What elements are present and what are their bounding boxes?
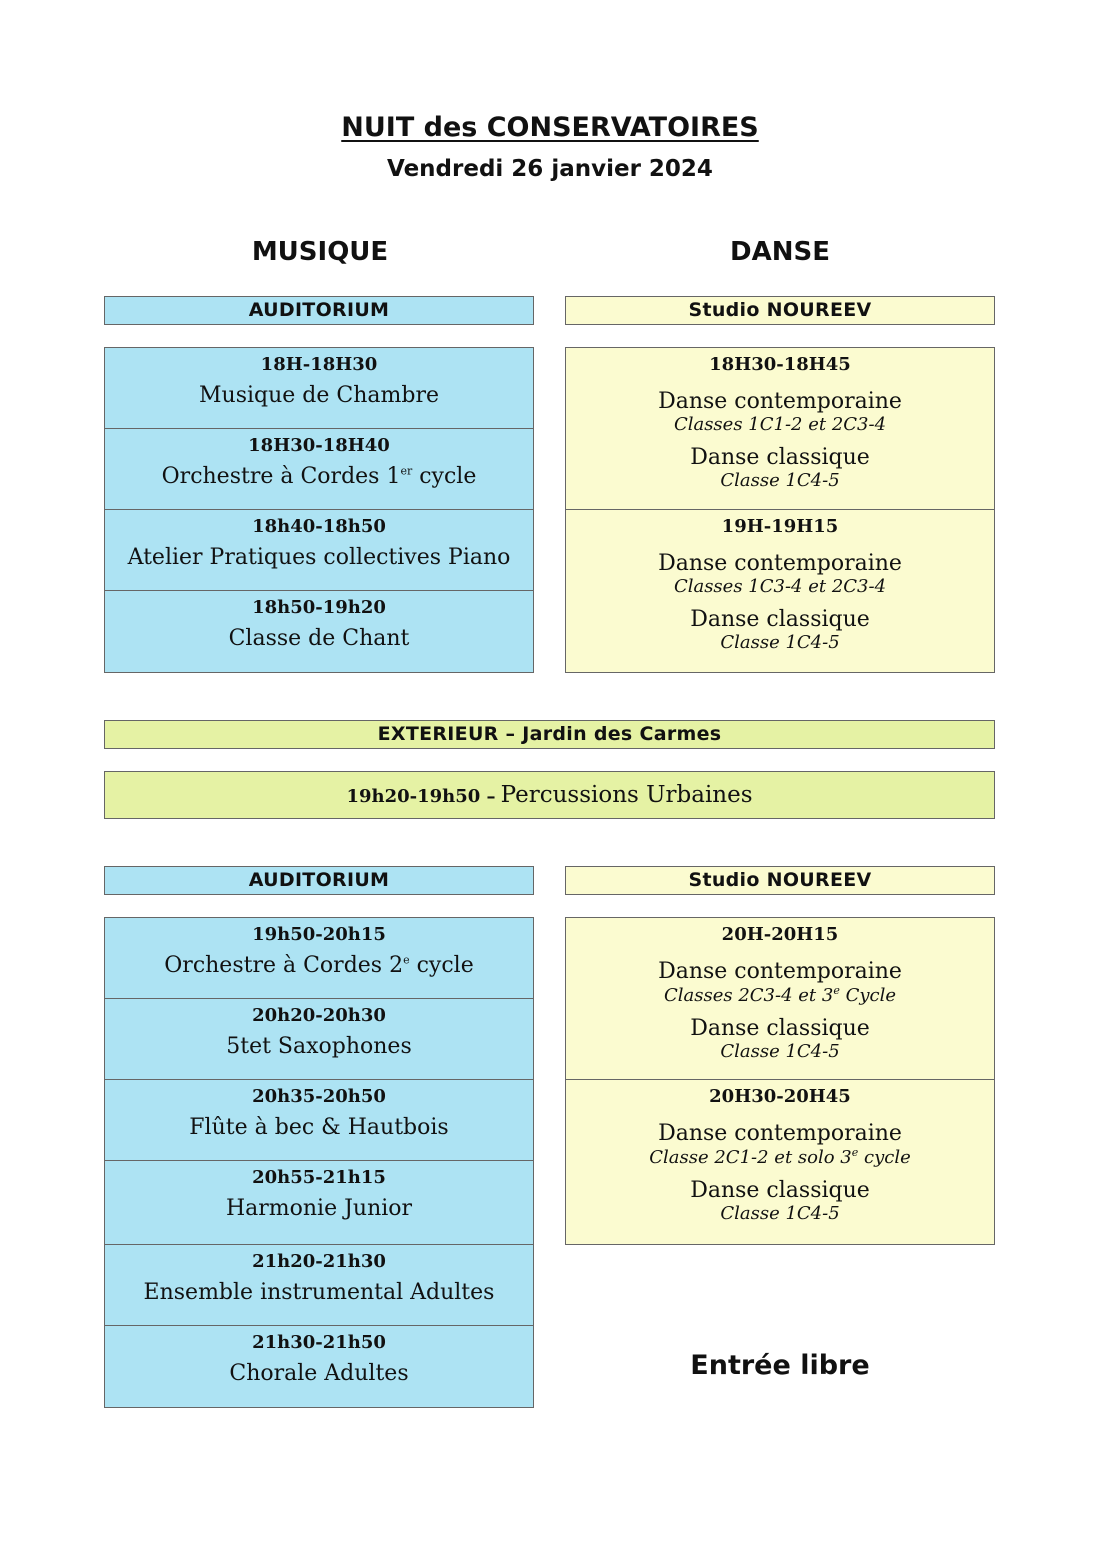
musique-heading: MUSIQUE <box>251 237 389 267</box>
music-slot <box>105 1326 533 1407</box>
slot-classes: Classe 1C4-5 <box>720 1203 840 1224</box>
slot-classes: Classes 1C3-4 et 2C3-4 <box>673 576 887 597</box>
slot-time: 20h20-20h30 <box>252 1005 386 1026</box>
music-slot <box>105 510 533 591</box>
slot-classes: Classes 2C3-4 et 3e Cycle <box>663 984 896 1006</box>
music-slot <box>105 591 533 672</box>
slot-title: Orchestre à Cordes 2e cycle <box>164 953 474 978</box>
music-slot <box>105 918 533 999</box>
slot-time: 20h55-21h15 <box>252 1167 386 1188</box>
page-title: NUIT des CONSERVATOIRES <box>341 112 759 143</box>
music-slot <box>105 1080 533 1161</box>
dance-slot <box>566 348 994 510</box>
dance-slot <box>566 510 994 672</box>
slot-title: Harmonie Junior <box>225 1196 413 1221</box>
slot-title: Danse contemporaine <box>658 959 902 984</box>
slot-title: Danse contemporaine <box>658 389 902 414</box>
danse-heading: DANSE <box>730 237 830 267</box>
slot-title: Musique de Chambre <box>199 383 439 408</box>
slot-time: 20H-20H15 <box>721 924 839 945</box>
dance-slot <box>566 1080 994 1244</box>
slot-time: 18h40-18h50 <box>252 516 386 537</box>
slot-title: Danse classique <box>690 445 870 470</box>
auditorium-venue-1: AUDITORIUM <box>104 296 534 325</box>
music-slot <box>105 348 533 429</box>
slot-time: 19h20-19h50 – <box>346 786 496 807</box>
exterior-venue: EXTERIEUR – Jardin des Carmes <box>104 720 995 749</box>
exterior-slot <box>104 771 995 819</box>
slot-time: 19h50-20h15 <box>252 924 386 945</box>
music-slot <box>105 1245 533 1326</box>
slot-title: Percussions Urbaines <box>500 782 753 808</box>
slot-title: Flûte à bec & Hautbois <box>189 1115 449 1140</box>
slot-time: 18H30-18H40 <box>248 435 390 456</box>
slot-classes: Classe 2C1-2 et solo 3e cycle <box>649 1146 911 1168</box>
studio-noureev-venue-2: Studio NOUREEV <box>565 866 995 895</box>
slot-time: 21h30-21h50 <box>252 1332 386 1353</box>
page-subtitle: Vendredi 26 janvier 2024 <box>387 156 713 182</box>
slot-classes: Classe 1C4-5 <box>720 470 840 491</box>
auditorium-venue-2: AUDITORIUM <box>104 866 534 895</box>
slot-title: Orchestre à Cordes 1er cycle <box>161 464 477 489</box>
music-slot <box>105 999 533 1080</box>
free-entry-note: Entrée libre <box>690 1350 870 1381</box>
slot-title: Classe de Chant <box>228 626 410 651</box>
slot-title: Ensemble instrumental Adultes <box>143 1280 495 1305</box>
music-slot <box>105 1161 533 1245</box>
slot-time: 21h20-21h30 <box>252 1251 386 1272</box>
music-schedule-2 <box>104 917 534 1408</box>
slot-title: Danse classique <box>690 1016 870 1041</box>
slot-title: Chorale Adultes <box>229 1361 409 1386</box>
slot-title: Danse classique <box>690 1178 870 1203</box>
slot-time: 18h50-19h20 <box>252 597 386 618</box>
music-schedule-1 <box>104 347 534 673</box>
slot-title: 5tet Saxophones <box>226 1034 412 1059</box>
slot-time: 19H-19H15 <box>721 516 839 537</box>
slot-title: Danse contemporaine <box>658 1121 902 1146</box>
slot-classes: Classe 1C4-5 <box>720 632 840 653</box>
slot-classes: Classe 1C4-5 <box>720 1041 840 1062</box>
dance-slot <box>566 918 994 1080</box>
slot-title: Danse contemporaine <box>658 551 902 576</box>
music-slot <box>105 429 533 510</box>
slot-title: Atelier Pratiques collectives Piano <box>127 545 511 570</box>
slot-time: 18H-18H30 <box>260 354 378 375</box>
slot-time: 20h35-20h50 <box>252 1086 386 1107</box>
slot-time: 20H30-20H45 <box>709 1086 851 1107</box>
studio-noureev-venue-1: Studio NOUREEV <box>565 296 995 325</box>
dance-schedule-1 <box>565 347 995 673</box>
slot-title: Danse classique <box>690 607 870 632</box>
slot-classes: Classes 1C1-2 et 2C3-4 <box>673 414 887 435</box>
dance-schedule-2 <box>565 917 995 1245</box>
slot-time: 18H30-18H45 <box>709 354 851 375</box>
